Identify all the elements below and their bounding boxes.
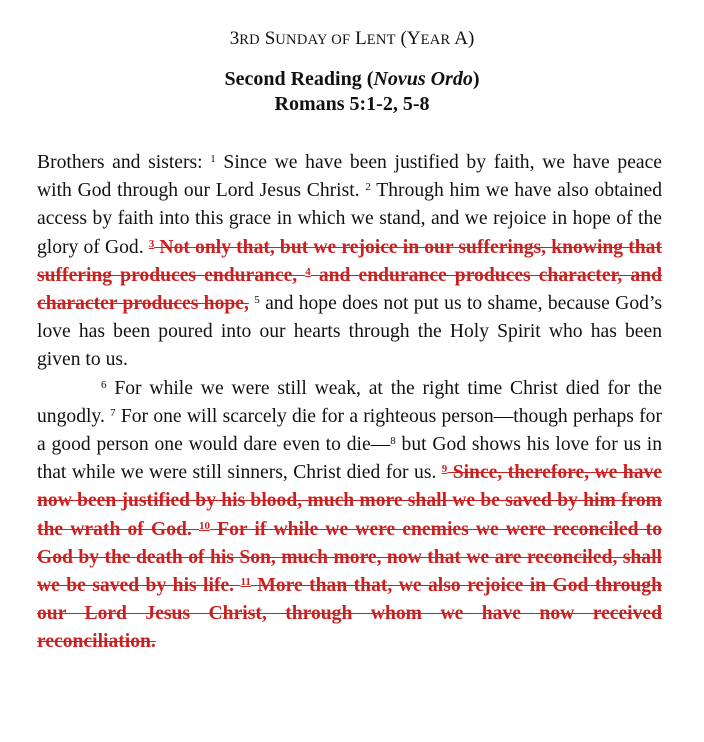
verse-text: For while we were still weak, at the right time Christ died for the ungodly. <box>37 377 662 427</box>
scripture-reference: Romans 5:1-2, 5-8 <box>274 93 430 115</box>
reading-text <box>37 149 662 657</box>
verse-number: 6 <box>101 378 107 391</box>
verse-number: 8 <box>390 435 396 448</box>
verse-number: 10 <box>198 519 210 532</box>
omitted-verses: $^3$ Not only that, but we rejoice in our sufferings, knowing that suffering produces endurance, $^4$ and endurance produces character, and character produces hope, <box>37 236 663 315</box>
omitted-verses: $^9$ Since, therefore, we have now been justified by his blood, much more shall we be saved by him from the wrath of God. $^{10}$ For if while we were enemies we were reconciled to God by the death of his Son, much more, now that we are reconciled, shall we be saved by his life. $^{11}$ More than that, we also rejoice in God through our Lord Jesus Christ, through whom we have now received reconciliation. <box>37 462 663 653</box>
verse-number: 5 <box>254 294 260 307</box>
reading-name: Second Reading (Novus Ordo) <box>224 68 480 90</box>
verse-number: 9 <box>441 463 448 476</box>
paragraph-2 <box>37 375 662 657</box>
verse-number: 2 <box>365 181 371 194</box>
verse-text: Since we have been justified by faith, we have peace with God through our Lord Jesus Christ. <box>37 152 662 202</box>
verse-number: 7 <box>110 406 116 419</box>
verse-text: and hope does not put us to shame, because God’s love has been poured into our hearts through the Holy Spirit who has been given to us. <box>37 293 662 371</box>
reading-title <box>0 67 704 117</box>
verse-number: 3 <box>148 237 155 250</box>
verse-text: Through him we have also obtained access by faith into this grace in which we stand, and we rejoice in hope of the glory of God. <box>37 180 662 258</box>
verse-text: but God shows his love for us in that while we were still sinners, Christ died for us. <box>37 434 663 484</box>
liturgical-day-heading: 3RD SUNDAY OF LENT (YEAR A) <box>229 28 475 49</box>
intro-text: Brothers and sisters: <box>37 152 211 173</box>
paragraph-1 <box>37 149 662 375</box>
verse-number: 1 <box>210 153 216 165</box>
verse-number: 11 <box>240 576 251 589</box>
verse-number: 4 <box>305 265 311 278</box>
verse-text: For one will scarcely die for a righteous person—though perhaps for a good person one would dare even to die— <box>37 405 662 456</box>
